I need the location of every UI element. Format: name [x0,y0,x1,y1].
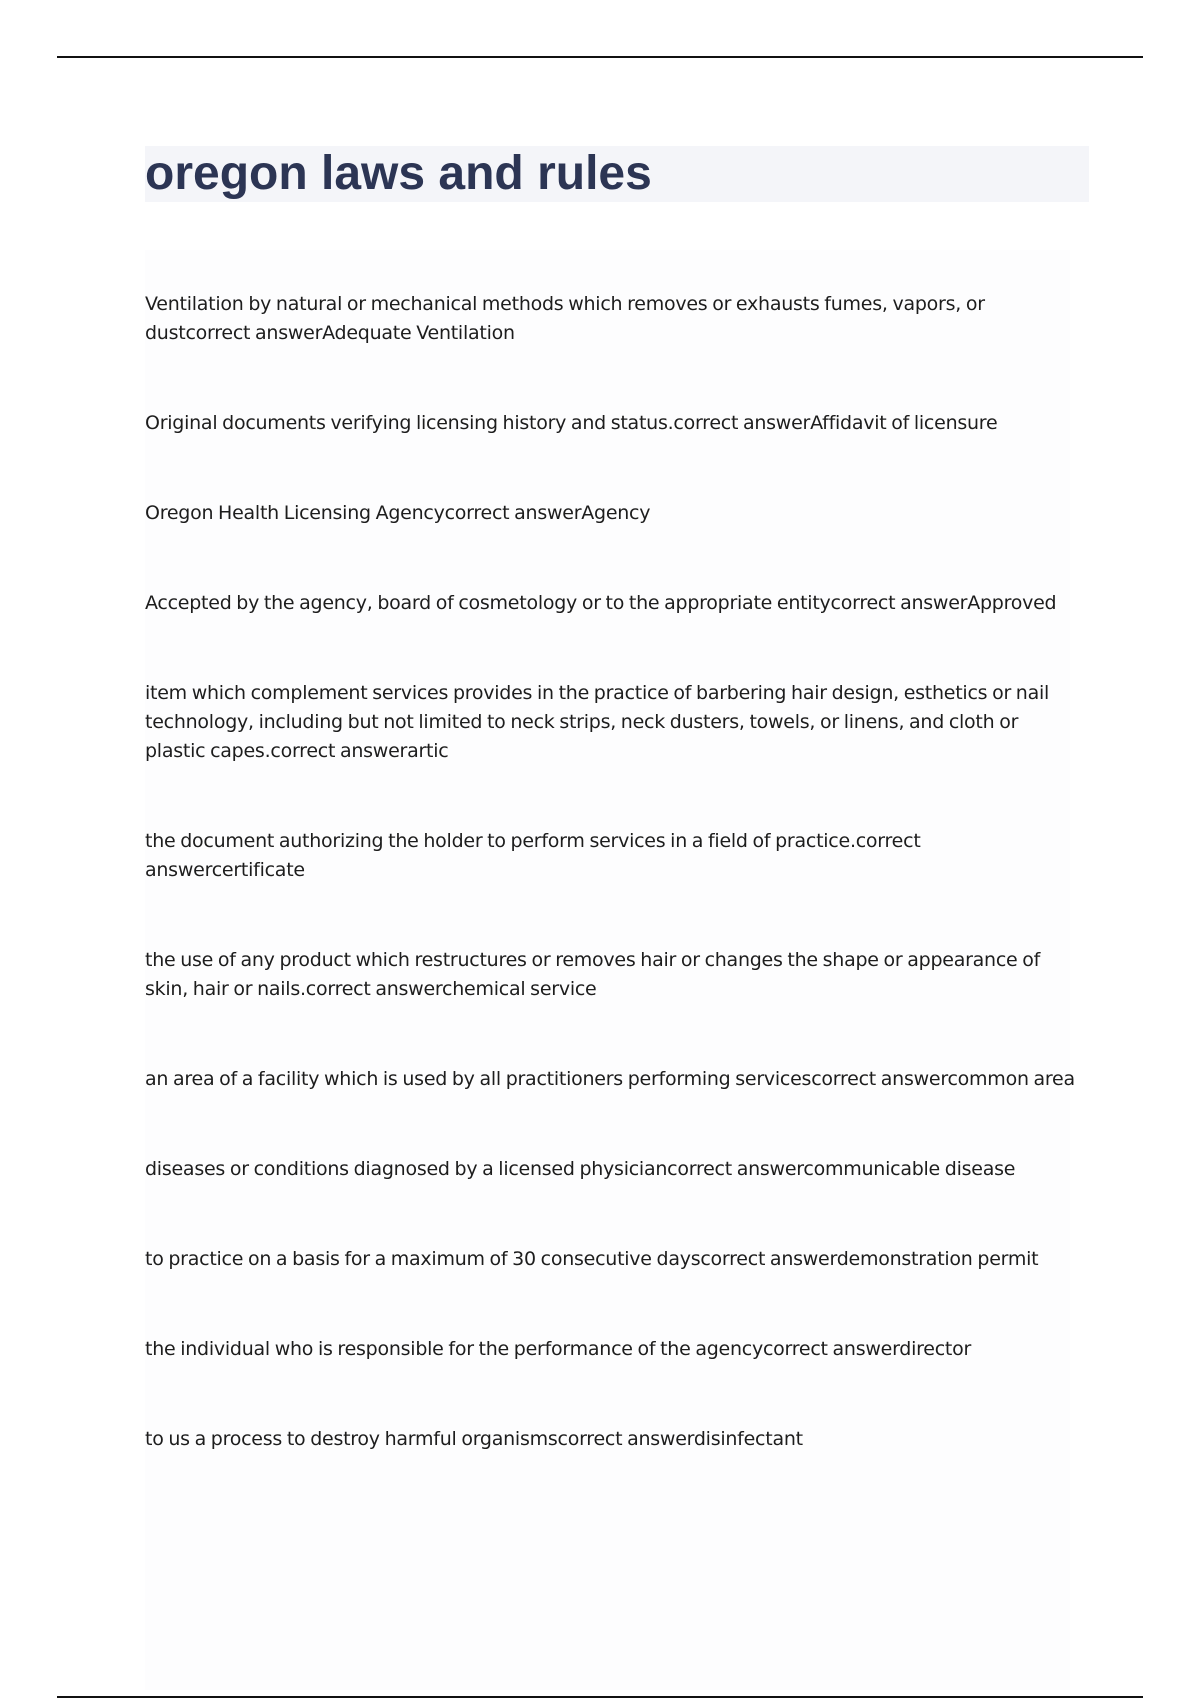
top-rule [57,56,1143,58]
flashcard-item: to us a process to destroy harmful organismscorrect answerdisinfectant [145,1428,803,1450]
flashcard-item: item which complement services provides in the practice of barbering hair design, esthetics or nail technology, including but not limited to neck strips, neck dusters, towels, or linens, and cloth or plastic capes.correct answerartic [145,682,1050,762]
flashcard-item: Oregon Health Licensing Agencycorrect answerAgency [145,502,651,524]
flashcard-item: the use of any product which restructures or removes hair or changes the shape or appearance of skin, hair or nails.correct answerchemical service [145,949,1041,1000]
flashcard-item: Ventilation by natural or mechanical methods which removes or exhausts fumes, vapors, or dustcorrect answerAdequate Ventilation [145,293,985,344]
flashcard-item: Accepted by the agency, board of cosmetology or to the appropriate entitycorrect answerApproved [145,592,1057,614]
flashcard-item: to practice on a basis for a maximum of 30 consecutive dayscorrect answerdemonstration permit [145,1248,1039,1270]
flashcard-list [145,290,1075,1515]
document-title: oregon laws and rules [145,147,652,200]
flashcard-item: the individual who is responsible for the performance of the agencycorrect answerdirector [145,1338,972,1360]
flashcard-item: Original documents verifying licensing history and status.correct answerAffidavit of licensure [145,412,998,434]
flashcard-item: diseases or conditions diagnosed by a licensed physiciancorrect answercommunicable disease [145,1158,1016,1180]
flashcard-item: the document authorizing the holder to perform services in a field of practice.correct answercertificate [145,830,921,881]
flashcard-item: an area of a facility which is used by all practitioners performing servicescorrect answercommon area [145,1068,1075,1090]
bottom-rule [57,1696,1143,1698]
